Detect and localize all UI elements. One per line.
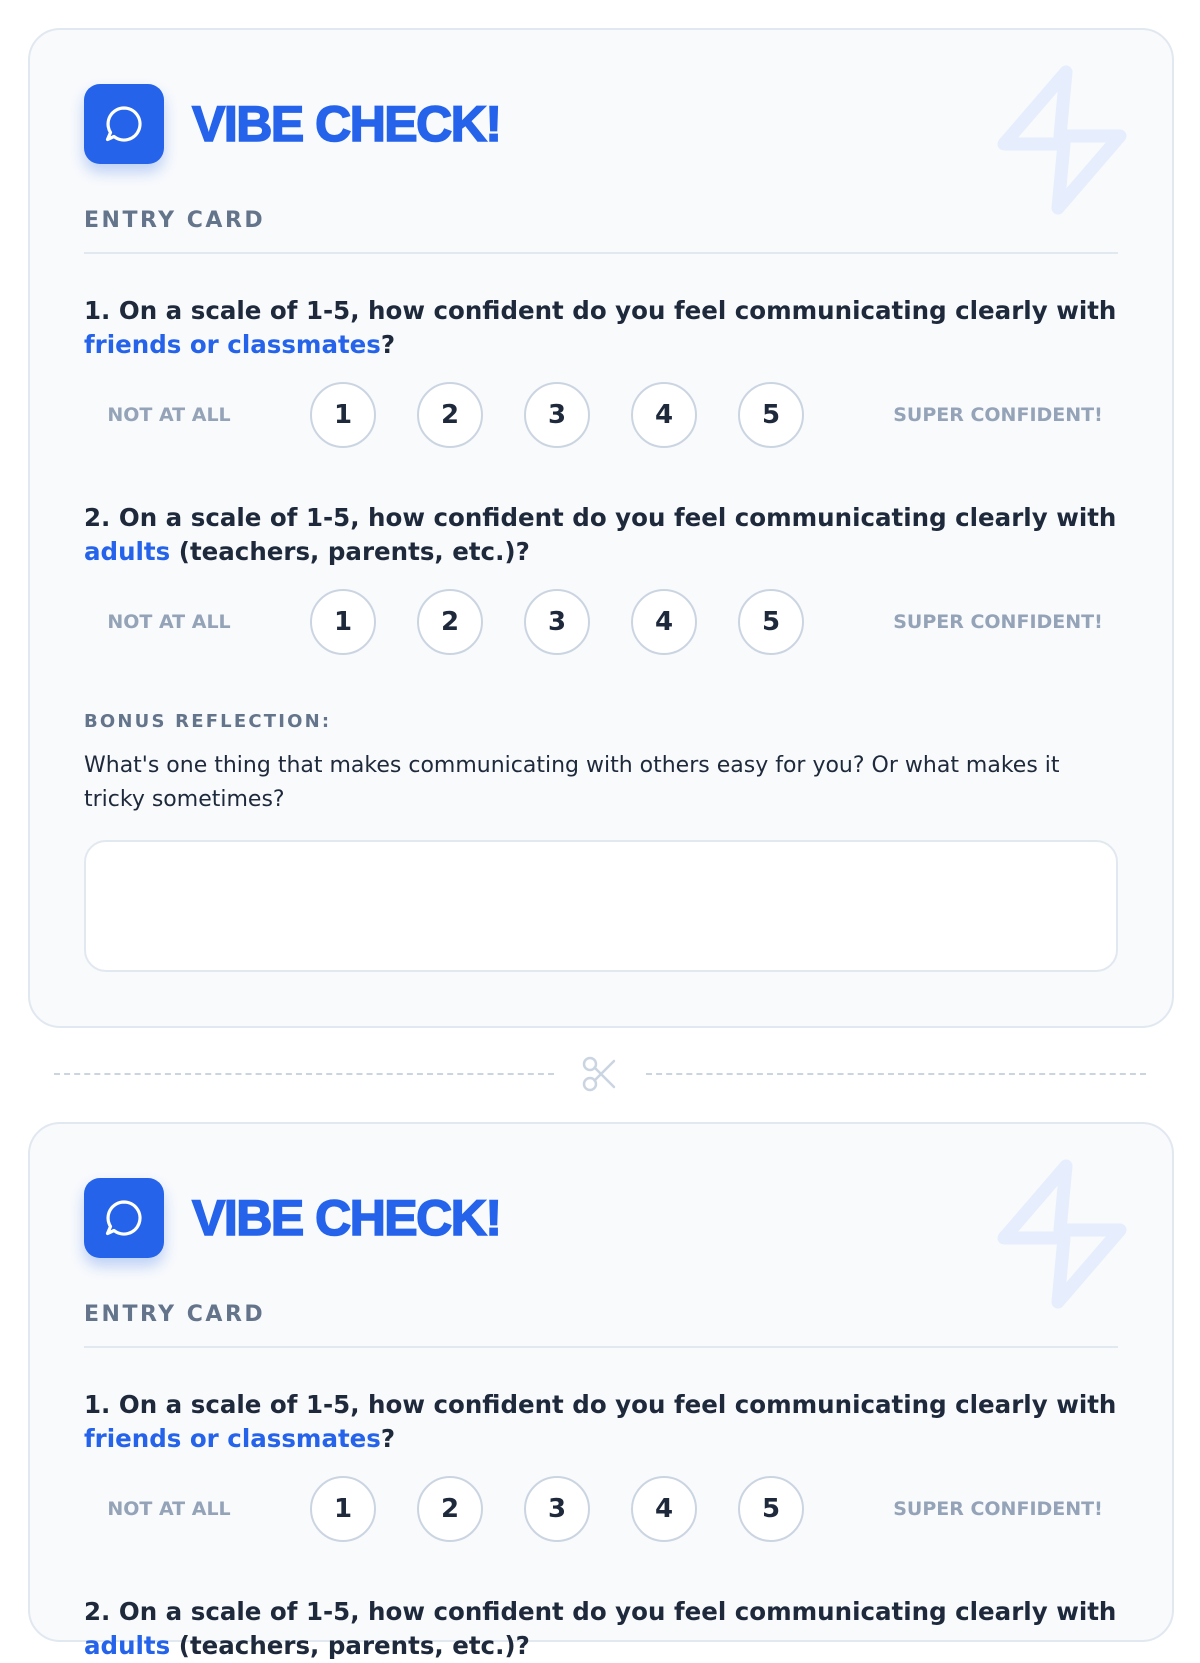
cut-line-right xyxy=(646,1073,1146,1075)
rating-scale-2 xyxy=(84,589,1118,657)
logo xyxy=(84,84,164,164)
lightning-bolt-icon xyxy=(992,1156,1132,1312)
cut-line-left xyxy=(54,1073,554,1075)
question-1 xyxy=(84,294,1124,362)
card-title: VIBE CHECK! xyxy=(192,96,501,152)
rating-option-2[interactable]: 2 xyxy=(417,382,483,448)
rating-scale-1 xyxy=(84,1476,1118,1544)
question-text: 1. On a scale of 1-5, how confident do you feel communicating clearly with xyxy=(84,1390,1117,1419)
question-highlight: adults xyxy=(84,537,171,566)
scale-low-label: NOT AT ALL xyxy=(107,1498,231,1520)
scale-low-label: NOT AT ALL xyxy=(107,404,231,426)
rating-option-4[interactable]: 4 xyxy=(631,382,697,448)
question-text-end: (teachers, parents, etc.)? xyxy=(170,537,530,566)
question-text-end: (teachers, parents, etc.)? xyxy=(170,1631,530,1660)
card-subtitle: ENTRY CARD xyxy=(84,1302,266,1327)
question-1 xyxy=(84,1388,1124,1456)
chat-bubble-icon xyxy=(103,1197,145,1239)
scissors-icon xyxy=(580,1054,620,1094)
card-header xyxy=(84,84,501,164)
rating-option-5[interactable]: 5 xyxy=(738,382,804,448)
rating-option-3[interactable]: 3 xyxy=(524,382,590,448)
rating-option-5[interactable]: 5 xyxy=(738,1476,804,1542)
bonus-reflection-input[interactable] xyxy=(84,840,1118,972)
scale-high-label: SUPER CONFIDENT! xyxy=(893,404,1103,426)
question-2 xyxy=(84,1595,1124,1663)
question-2 xyxy=(84,501,1124,569)
entry-card xyxy=(28,28,1174,1028)
question-text: 2. On a scale of 1-5, how confident do you feel communicating clearly with xyxy=(84,1597,1117,1626)
scale-high-label: SUPER CONFIDENT! xyxy=(893,1498,1103,1520)
divider xyxy=(84,252,1118,254)
rating-option-1[interactable]: 1 xyxy=(310,589,376,655)
card-title: VIBE CHECK! xyxy=(192,1190,501,1246)
bonus-label: BONUS REFLECTION: xyxy=(84,711,332,732)
divider xyxy=(84,1346,1118,1348)
rating-option-1[interactable]: 1 xyxy=(310,1476,376,1542)
card-header xyxy=(84,1178,501,1258)
rating-options xyxy=(310,382,804,448)
question-highlight: friends or classmates xyxy=(84,330,381,359)
question-text-end: ? xyxy=(380,1424,396,1453)
rating-scale-1 xyxy=(84,382,1118,450)
rating-option-2[interactable]: 2 xyxy=(417,589,483,655)
lightning-bolt-icon xyxy=(992,62,1132,218)
chat-bubble-icon xyxy=(103,103,145,145)
rating-options xyxy=(310,1476,804,1542)
question-text: 2. On a scale of 1-5, how confident do you feel communicating clearly with xyxy=(84,503,1117,532)
rating-option-4[interactable]: 4 xyxy=(631,1476,697,1542)
rating-option-1[interactable]: 1 xyxy=(310,382,376,448)
logo xyxy=(84,1178,164,1258)
scale-high-label: SUPER CONFIDENT! xyxy=(893,611,1103,633)
rating-options xyxy=(310,589,804,655)
rating-option-4[interactable]: 4 xyxy=(631,589,697,655)
question-text-end: ? xyxy=(380,330,396,359)
rating-option-3[interactable]: 3 xyxy=(524,1476,590,1542)
bonus-prompt: What's one thing that makes communicating with others easy for you? Or what makes it tricky sometimes? xyxy=(84,753,1060,812)
question-highlight: friends or classmates xyxy=(84,1424,381,1453)
question-highlight: adults xyxy=(84,1631,171,1660)
rating-option-3[interactable]: 3 xyxy=(524,589,590,655)
question-text: 1. On a scale of 1-5, how confident do you feel communicating clearly with xyxy=(84,296,1117,325)
scale-low-label: NOT AT ALL xyxy=(107,611,231,633)
rating-option-2[interactable]: 2 xyxy=(417,1476,483,1542)
rating-option-5[interactable]: 5 xyxy=(738,589,804,655)
entry-card xyxy=(28,1122,1174,1660)
card-subtitle: ENTRY CARD xyxy=(84,208,266,233)
